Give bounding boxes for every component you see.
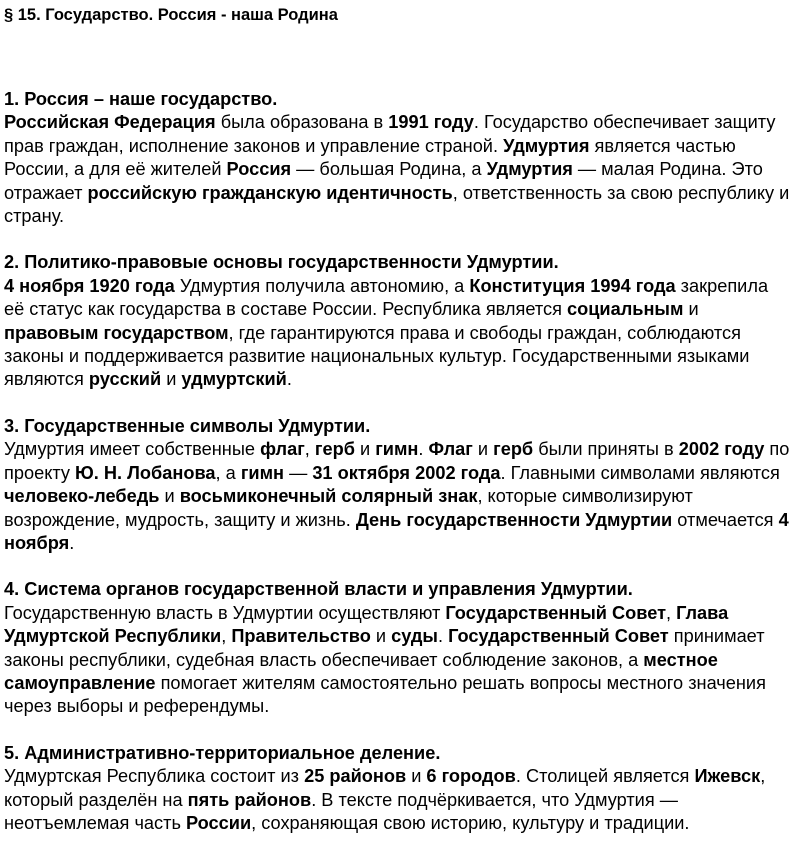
section-state-symbols (4, 415, 790, 555)
body-text: и (159, 486, 180, 507)
body-text: , (221, 626, 232, 647)
page-title: § 15. Государство. Россия - наша Родина (4, 6, 338, 24)
section-government-bodies (4, 578, 790, 718)
body-text: и (161, 369, 182, 390)
body-text: . Государство обеспечивает защиту прав граждан, исполнение законов и управление страной. (4, 112, 776, 156)
body-text: помогает жителям самостоятельно решать вопросы местного значения через выборы и референдумы. (4, 672, 766, 717)
emphasis-text: герб (493, 439, 534, 460)
emphasis-text: Государственный Совет (445, 602, 666, 623)
emphasis-text: России (185, 812, 252, 833)
body-text: Удмуртия имеет собственные (4, 439, 261, 460)
emphasis-text: Конституция 1994 года (469, 275, 676, 296)
emphasis-text: 4 ноября 1920 года (4, 275, 175, 296)
section-administrative-division (4, 742, 790, 836)
body-text: . (437, 626, 449, 647)
section-heading: 4. Система органов государственной власти и управления Удмуртии. (4, 579, 633, 600)
body-text: Государственную власть в Удмуртии осуществляют (4, 602, 446, 623)
emphasis-text: Флаг (428, 439, 473, 460)
emphasis-text: Россия (226, 159, 292, 180)
body-text: — большая Родина, а (291, 159, 487, 180)
body-text: были приняты в (533, 439, 679, 460)
section-body (4, 438, 790, 555)
body-text: , (304, 439, 315, 460)
emphasis-text: гимн (240, 462, 285, 483)
body-text: — малая Родина. Это отражает (4, 159, 763, 203)
emphasis-text: местное самоуправление (4, 649, 718, 693)
body-text: , которые символизируют возрождение, мудрость, защиту и жизнь. (4, 486, 693, 530)
section-heading: 1. Россия – наше государство. (4, 89, 278, 109)
emphasis-text: герб (314, 439, 355, 460)
body-text: по проекту (4, 439, 790, 483)
emphasis-text: 31 октября 2002 года (312, 462, 501, 483)
section-body (4, 765, 790, 835)
body-text: Удмуртия получила автономию, а (174, 275, 470, 296)
emphasis-text: Ю. Н. Лобанова (75, 462, 216, 483)
emphasis-text: пять районов (187, 789, 312, 810)
emphasis-text: 25 районов (304, 766, 407, 787)
section-body (4, 275, 790, 392)
emphasis-text: гимн (375, 439, 419, 460)
emphasis-text: социальным (567, 299, 684, 320)
body-text: и (683, 299, 699, 320)
body-text: является частью России, а для её жителей (4, 135, 736, 180)
emphasis-text: правовым государством (4, 322, 229, 343)
body-text: и (370, 626, 392, 647)
section-russia-our-state (4, 88, 790, 228)
body-text: , где гарантируются права и свободы граждан, соблюдаются законы и поддерживается развитие национальных культур. Государственными языками являются (4, 322, 750, 390)
emphasis-text: суды (391, 626, 438, 647)
emphasis-text: восьмиконечный солярный знак (179, 486, 478, 507)
body-text: и (472, 439, 494, 460)
body-text: — (284, 462, 313, 483)
emphasis-text: День государственности Удмуртии (355, 509, 673, 530)
section-heading: 3. Государственные символы Удмуртии. (4, 415, 371, 436)
emphasis-text: Удмуртия (503, 135, 590, 156)
emphasis-text: российскую гражданскую идентичность (87, 182, 453, 203)
body-text: и (406, 766, 427, 787)
body-text: . Столицей является (515, 766, 695, 787)
body-text: . В тексте подчёркивается, что Удмуртия — неотъемлемая часть (4, 789, 678, 833)
emphasis-text: 4 ноября (4, 509, 789, 553)
body-text: , ответственность за свою республику и страну. (4, 182, 790, 227)
body-text: , сохраняющая свою историю, культуру и традиции. (251, 812, 690, 833)
body-text: принимает законы республики, судебная власть обеспечивает соблюдение законов, а (4, 626, 765, 670)
section-body (4, 602, 790, 719)
body-text: , (665, 602, 677, 623)
emphasis-text: 1991 году (388, 112, 474, 133)
body-text: . (286, 369, 292, 390)
body-text: , а (215, 462, 241, 483)
emphasis-text: Удмуртия (486, 159, 573, 180)
emphasis-text: Государственный Совет (448, 626, 669, 647)
section-heading: 2. Политико-правовые основы государственности Удмуртии. (4, 252, 559, 273)
body-text: закрепила её статус как государства в составе России. Республика является (4, 275, 769, 320)
body-text: . (418, 439, 429, 460)
emphasis-text: человеко-лебедь (4, 486, 160, 507)
body-text: и (354, 439, 376, 460)
emphasis-text: 2002 году (678, 439, 765, 460)
emphasis-text: 6 городов (426, 766, 516, 787)
body-text: была образована в (215, 112, 389, 133)
body-text: , который разделён на (4, 766, 766, 810)
emphasis-text: флаг (260, 439, 305, 460)
emphasis-text: Российская Федерация (4, 112, 216, 133)
body-text: Удмуртская Республика состоит из (4, 766, 305, 787)
emphasis-text: Ижевск (694, 766, 761, 787)
emphasis-text: Правительство (231, 626, 371, 647)
body-text: отмечается (672, 509, 779, 530)
section-political-legal-foundations (4, 251, 790, 391)
section-heading: 5. Административно-территориальное деление. (4, 742, 441, 763)
section-body (4, 111, 790, 228)
emphasis-text: удмуртский (181, 369, 287, 390)
emphasis-text: Глава Удмуртской Республики (4, 602, 729, 647)
body-text: . Главными символами являются (500, 462, 780, 483)
body-text: . (69, 532, 75, 553)
emphasis-text: русский (88, 369, 162, 390)
